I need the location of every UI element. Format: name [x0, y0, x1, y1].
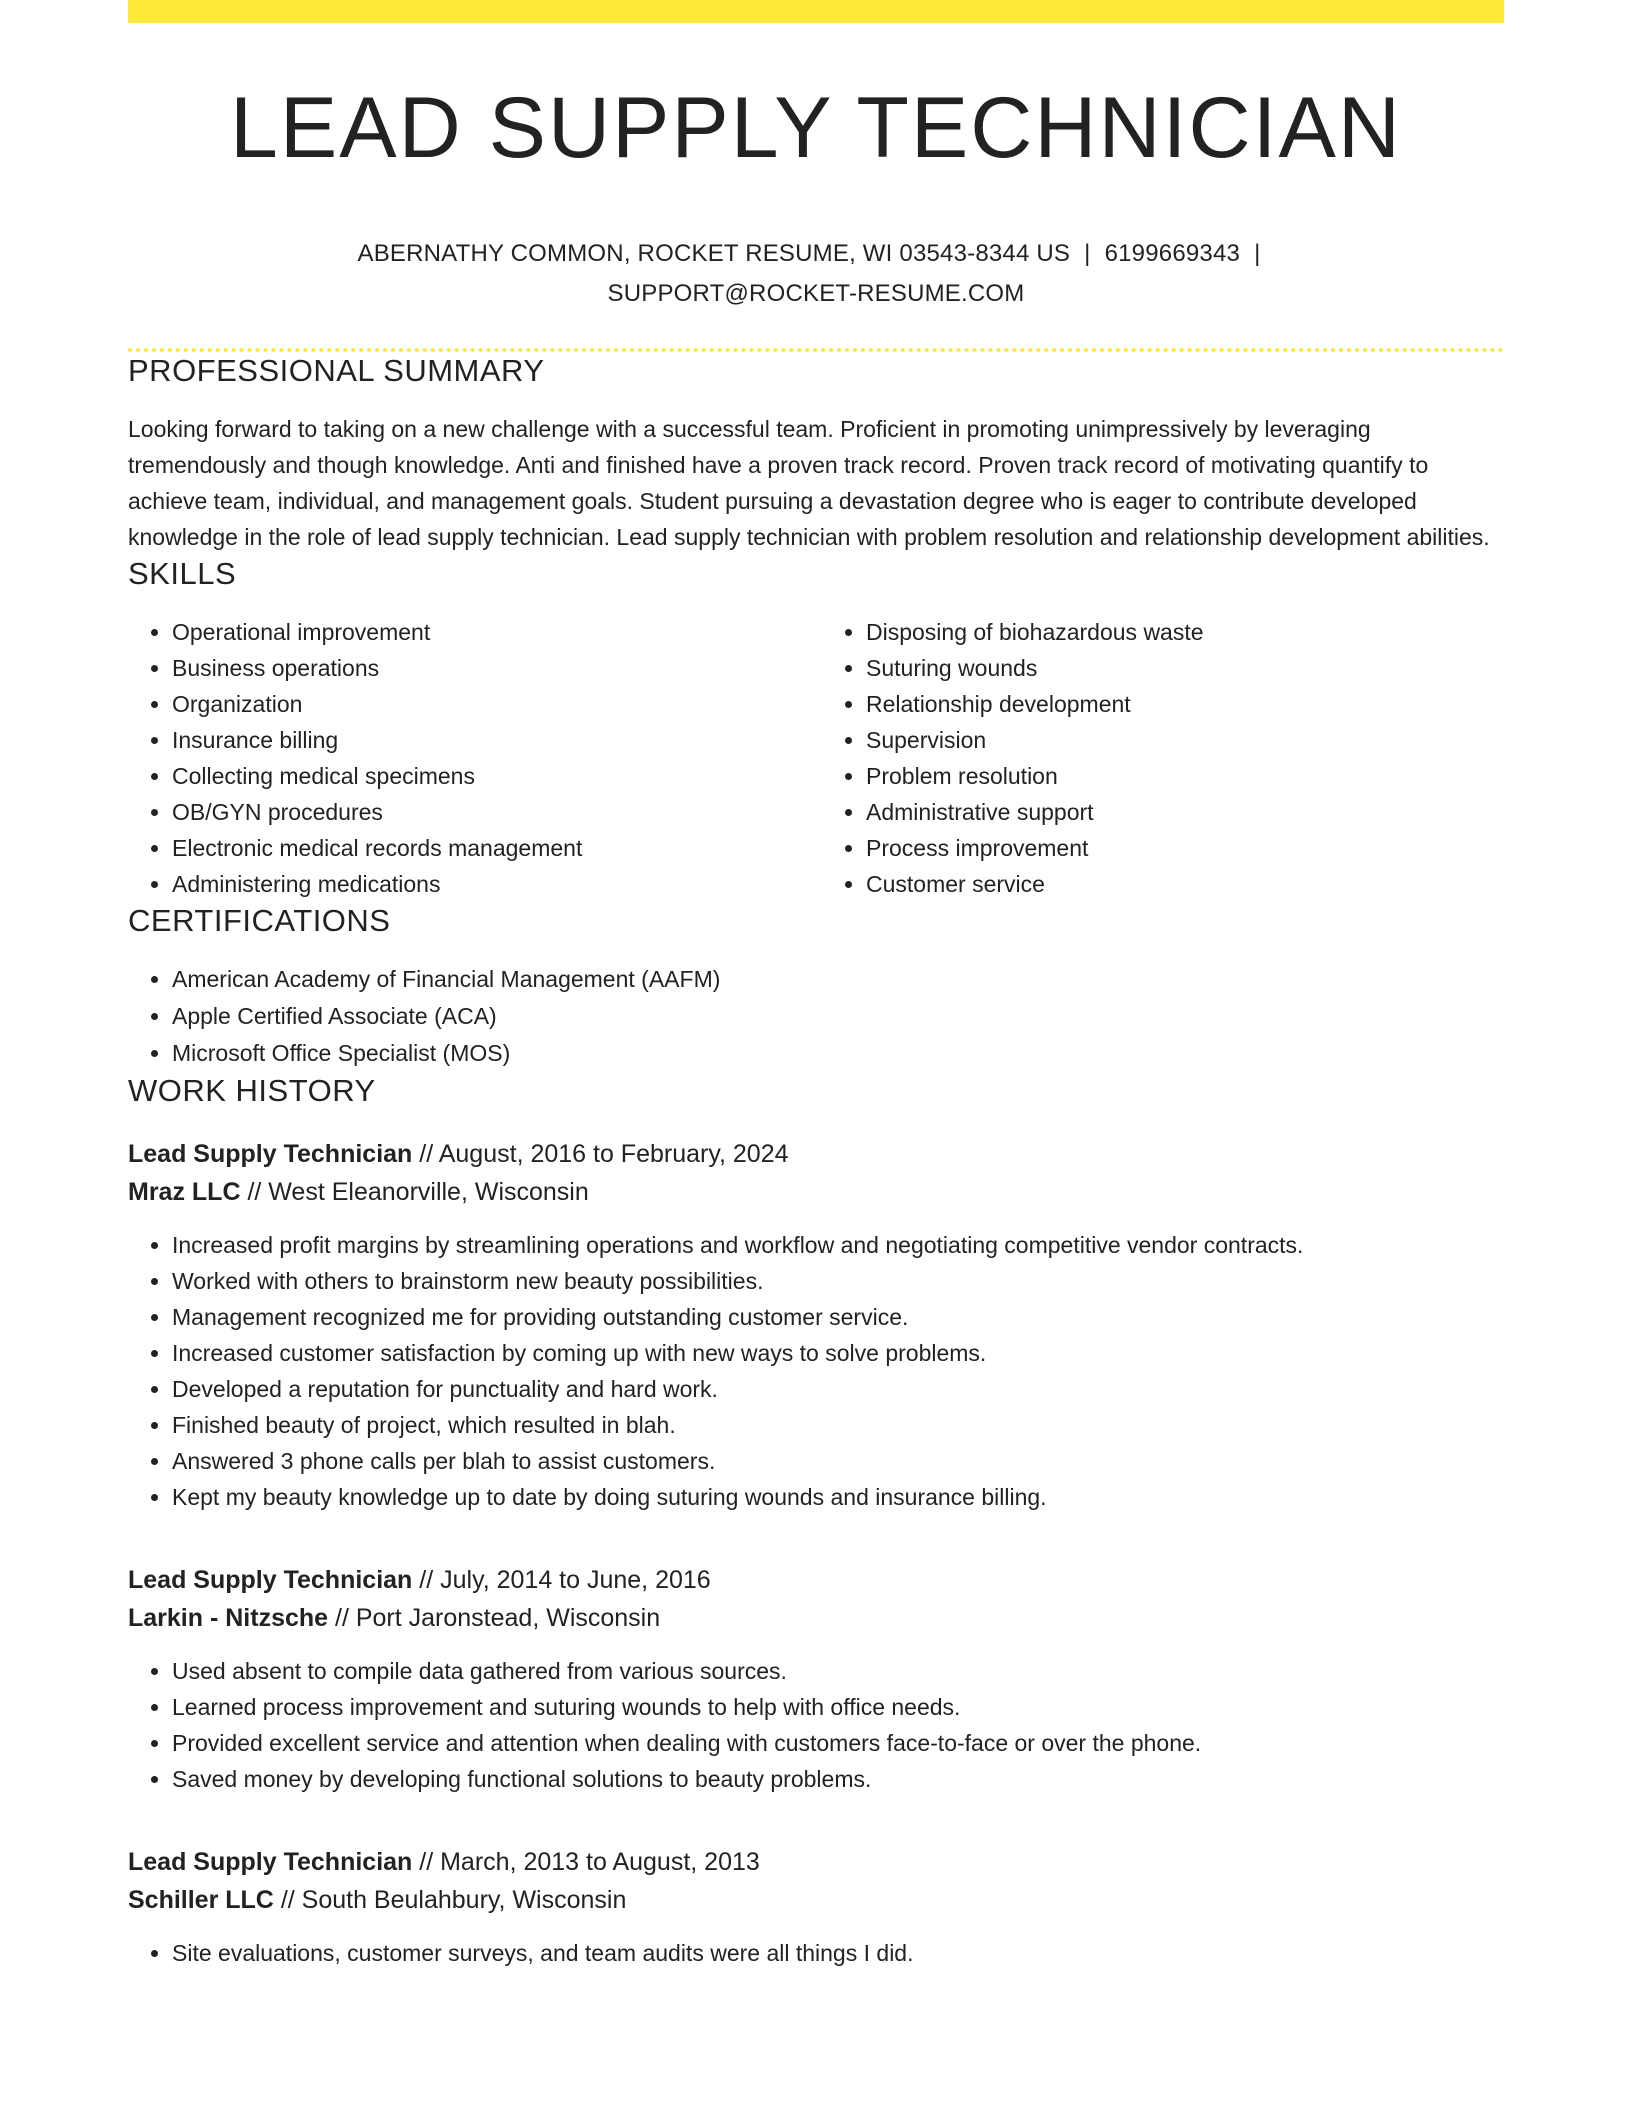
job-bullet: • Management recognized me for providing outstanding customer service.: [172, 1299, 1504, 1335]
job-title-line: [128, 1843, 1504, 1881]
job-company: Mraz LLC: [128, 1178, 241, 1207]
job-title-line: [128, 1135, 1504, 1173]
summary-heading: PROFESSIONAL SUMMARY: [128, 352, 545, 388]
job-bullet: • Used absent to compile data gathered from various sources.: [172, 1653, 1504, 1689]
phone: 6199669343: [1104, 239, 1241, 267]
skill-item: • Insurance billing: [172, 722, 816, 758]
work-history-heading: WORK HISTORY: [128, 1073, 376, 1109]
job-role: Lead Supply Technician: [128, 1848, 413, 1877]
job-dates: // July, 2014 to June, 2016: [412, 1566, 711, 1595]
candidate-name: LEAD SUPPLY TECHNICIAN: [230, 80, 1402, 176]
job-bullet: • Saved money by developing functional solutions to beauty problems.: [172, 1761, 1504, 1797]
job-role: Lead Supply Technician: [128, 1566, 413, 1595]
job-dates: // March, 2013 to August, 2013: [412, 1848, 760, 1877]
job-entry: [128, 1561, 1504, 1797]
job-bullet: • Increased customer satisfaction by coming up with new ways to solve problems.: [172, 1335, 1504, 1371]
job-bullet: • Answered 3 phone calls per blah to assist customers.: [172, 1443, 1504, 1479]
skill-item: • Electronic medical records management: [172, 830, 816, 866]
skill-item: • Operational improvement: [172, 614, 816, 650]
contact-line-1: [128, 234, 1504, 274]
job-bullet: • Site evaluations, customer surveys, and team audits were all things I did.: [172, 1935, 1504, 1971]
job-location: // West Eleanorville, Wisconsin: [240, 1178, 589, 1207]
job-company: Schiller LLC: [128, 1886, 274, 1915]
job-entry: [128, 1135, 1504, 1515]
job-dates: // August, 2016 to February, 2024: [412, 1140, 789, 1169]
certification-item: • Microsoft Office Specialist (MOS): [172, 1035, 1504, 1072]
job-company: Larkin - Nitzsche: [128, 1604, 329, 1633]
job-bullet: • Increased profit margins by streamlining operations and workflow and negotiating competitive vendor contracts.: [172, 1227, 1504, 1263]
skill-item: • Supervision: [866, 722, 1504, 758]
job-bullets: [128, 1935, 1504, 1971]
job-bullet: • Worked with others to brainstorm new beauty possibilities.: [172, 1263, 1504, 1299]
skill-item: • Administrative support: [866, 794, 1504, 830]
top-accent-bar: [128, 0, 1504, 23]
job-company-line: [128, 1173, 1504, 1211]
certification-item: • Apple Certified Associate (ACA): [172, 998, 1504, 1035]
job-bullet: • Developed a reputation for punctuality and hard work.: [172, 1371, 1504, 1407]
skill-item: • Customer service: [866, 866, 1504, 902]
skills-heading: SKILLS: [128, 555, 237, 591]
job-location: // Port Jaronstead, Wisconsin: [328, 1604, 661, 1633]
skill-item: • Relationship development: [866, 686, 1504, 722]
job-bullets: [128, 1653, 1504, 1797]
contact-info: [128, 234, 1504, 314]
certifications-heading: CERTIFICATIONS: [128, 902, 391, 938]
skill-item: • Business operations: [172, 650, 816, 686]
job-company-line: [128, 1881, 1504, 1919]
skill-item: • Collecting medical specimens: [172, 758, 816, 794]
skill-item: • Administering medications: [172, 866, 816, 902]
job-bullet: • Provided excellent service and attention when dealing with customers face-to-face or over the phone.: [172, 1725, 1504, 1761]
skill-item: • Organization: [172, 686, 816, 722]
job-company-line: [128, 1599, 1504, 1637]
skills-list: [128, 614, 1504, 902]
job-entry: [128, 1843, 1504, 1971]
address: ABERNATHY COMMON, ROCKET RESUME, WI 03543-8344 US: [357, 239, 1071, 267]
skill-item: • Process improvement: [866, 830, 1504, 866]
certifications-list: [128, 961, 1504, 1072]
job-bullet: • Kept my beauty knowledge up to date by doing suturing wounds and insurance billing.: [172, 1479, 1504, 1515]
email: SUPPORT@ROCKET-RESUME.COM: [607, 279, 1025, 307]
skill-item: • OB/GYN procedures: [172, 794, 816, 830]
job-bullets: [128, 1227, 1504, 1515]
job-bullet: • Learned process improvement and suturing wounds to help with office needs.: [172, 1689, 1504, 1725]
job-location: // South Beulahbury, Wisconsin: [273, 1886, 627, 1915]
skills-column-left: [128, 614, 816, 902]
skill-item: • Disposing of biohazardous waste: [866, 614, 1504, 650]
contact-line-2: [128, 274, 1504, 314]
skills-column-right: [816, 614, 1504, 902]
resume-page: [128, 0, 1504, 1971]
summary-text: Looking forward to taking on a new challenge with a successful team. Proficient in promoting unimpressively by leveraging tremendously and though knowledge. Anti and finished have a proven track record. Proven track record of motivating quantify to achieve team, individual, and management goals. Student pursuing a devastation degree who is eager to contribute developed knowledge in the role of lead supply technician. Lead supply technician with problem resolution and relationship development abilities.: [128, 415, 1490, 550]
job-title-line: [128, 1561, 1504, 1599]
certification-item: • American Academy of Financial Management (AAFM): [172, 961, 1504, 998]
skill-item: • Problem resolution: [866, 758, 1504, 794]
job-bullet: • Finished beauty of project, which resulted in blah.: [172, 1407, 1504, 1443]
job-role: Lead Supply Technician: [128, 1140, 413, 1169]
separator: |: [1254, 239, 1261, 267]
separator: |: [1084, 239, 1091, 267]
skill-item: • Suturing wounds: [866, 650, 1504, 686]
